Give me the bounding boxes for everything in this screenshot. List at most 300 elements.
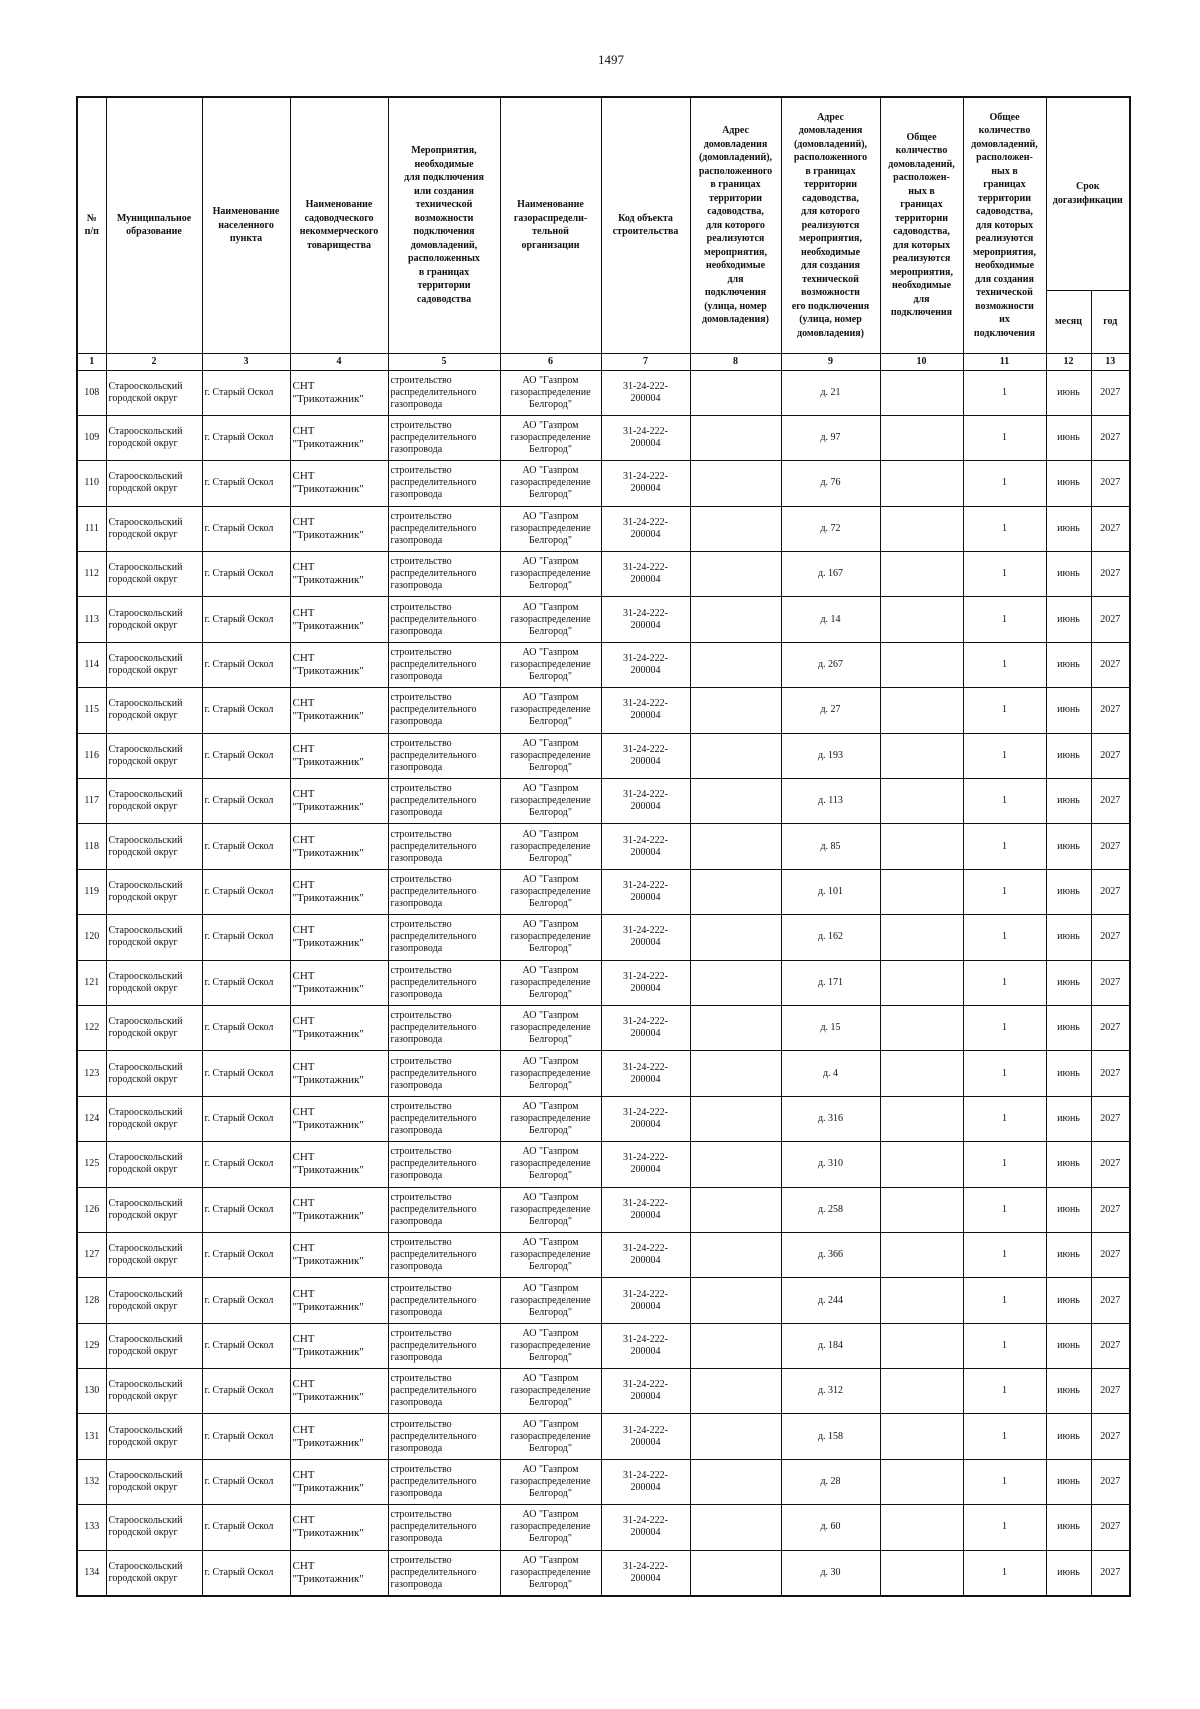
table-row	[77, 1005, 1130, 1050]
cell-row-number: 115	[77, 688, 106, 733]
cell-gas-organization: АО "Газпром газораспределение Белгород"	[500, 733, 601, 778]
column-number: 10	[880, 353, 963, 370]
cell-capacity-address: д. 97	[781, 415, 880, 460]
cell-connection-count	[880, 824, 963, 869]
cell-gas-organization: АО "Газпром газораспределение Белгород"	[500, 869, 601, 914]
cell-capacity-count: 1	[963, 1278, 1046, 1323]
table-row	[77, 1459, 1130, 1504]
cell-connection-count	[880, 415, 963, 460]
table-row	[77, 869, 1130, 914]
cell-connection-address	[690, 461, 781, 506]
cell-row-number: 109	[77, 415, 106, 460]
cell-row-number: 125	[77, 1142, 106, 1187]
cell-year: 2027	[1091, 1414, 1130, 1459]
table-row	[77, 779, 1130, 824]
cell-month: июнь	[1046, 824, 1091, 869]
header-municipality: Муниципальное образование	[106, 97, 202, 353]
cell-object-code: 31-24-222- 200004	[601, 960, 690, 1005]
column-number: 13	[1091, 353, 1130, 370]
header-connection-count: Общее количество домовладений, расположен- ных в границах территории садоводства, для которых реализуются мероприятия, необходимые для подключения	[880, 97, 963, 353]
cell-capacity-count: 1	[963, 733, 1046, 778]
cell-capacity-count: 1	[963, 1187, 1046, 1232]
cell-object-code: 31-24-222- 200004	[601, 1550, 690, 1595]
cell-month: июнь	[1046, 779, 1091, 824]
table-row	[77, 642, 1130, 687]
cell-year: 2027	[1091, 597, 1130, 642]
cell-capacity-address: д. 101	[781, 869, 880, 914]
cell-connection-count	[880, 1550, 963, 1595]
cell-connection-address	[690, 506, 781, 551]
column-number: 3	[202, 353, 290, 370]
cell-activity: строительство распределительного газопровода	[388, 1096, 500, 1141]
cell-year: 2027	[1091, 1051, 1130, 1096]
cell-year: 2027	[1091, 415, 1130, 460]
cell-partnership: СНТ "Трикотажник"	[290, 1142, 388, 1187]
cell-month: июнь	[1046, 1278, 1091, 1323]
cell-activity: строительство распределительного газопровода	[388, 1414, 500, 1459]
cell-capacity-count: 1	[963, 461, 1046, 506]
cell-municipality: Старооскольский городской округ	[106, 1505, 202, 1550]
header-partnership: Наименование садоводческого некоммерческого товарищества	[290, 97, 388, 353]
cell-capacity-count: 1	[963, 1505, 1046, 1550]
cell-row-number: 132	[77, 1459, 106, 1504]
header-connection-address: Адрес домовладения (домовладений), расположенного в границах территории садоводства, для которого реализуются мероприятия, необходимые для подключения (улица, номер домовладения)	[690, 97, 781, 353]
cell-row-number: 121	[77, 960, 106, 1005]
header-year: год	[1091, 290, 1130, 353]
cell-activity: строительство распределительного газопровода	[388, 370, 500, 415]
cell-year: 2027	[1091, 1505, 1130, 1550]
cell-municipality: Старооскольский городской округ	[106, 1459, 202, 1504]
cell-object-code: 31-24-222- 200004	[601, 597, 690, 642]
cell-municipality: Старооскольский городской округ	[106, 1550, 202, 1595]
cell-activity: строительство распределительного газопровода	[388, 1323, 500, 1368]
cell-object-code: 31-24-222- 200004	[601, 1005, 690, 1050]
cell-capacity-count: 1	[963, 688, 1046, 733]
table-row	[77, 1369, 1130, 1414]
cell-partnership: СНТ "Трикотажник"	[290, 642, 388, 687]
cell-connection-address	[690, 915, 781, 960]
cell-municipality: Старооскольский городской округ	[106, 415, 202, 460]
cell-municipality: Старооскольский городской округ	[106, 779, 202, 824]
table-row	[77, 370, 1130, 415]
cell-row-number: 134	[77, 1550, 106, 1595]
cell-partnership: СНТ "Трикотажник"	[290, 1005, 388, 1050]
header-number: № п/п	[77, 97, 106, 353]
column-number: 1	[77, 353, 106, 370]
cell-capacity-count: 1	[963, 1232, 1046, 1277]
cell-municipality: Старооскольский городской округ	[106, 370, 202, 415]
column-number: 5	[388, 353, 500, 370]
cell-capacity-count: 1	[963, 1142, 1046, 1187]
table-row	[77, 688, 1130, 733]
cell-month: июнь	[1046, 1232, 1091, 1277]
cell-year: 2027	[1091, 1550, 1130, 1595]
cell-connection-address	[690, 415, 781, 460]
cell-row-number: 112	[77, 552, 106, 597]
cell-row-number: 123	[77, 1051, 106, 1096]
cell-activity: строительство распределительного газопровода	[388, 1505, 500, 1550]
cell-year: 2027	[1091, 1096, 1130, 1141]
cell-activity: строительство распределительного газопровода	[388, 1142, 500, 1187]
cell-connection-count	[880, 1142, 963, 1187]
cell-connection-count	[880, 1459, 963, 1504]
cell-connection-count	[880, 1278, 963, 1323]
cell-object-code: 31-24-222- 200004	[601, 1459, 690, 1504]
cell-object-code: 31-24-222- 200004	[601, 415, 690, 460]
cell-month: июнь	[1046, 1414, 1091, 1459]
table-row	[77, 461, 1130, 506]
cell-year: 2027	[1091, 1232, 1130, 1277]
cell-connection-count	[880, 960, 963, 1005]
cell-partnership: СНТ "Трикотажник"	[290, 688, 388, 733]
cell-partnership: СНТ "Трикотажник"	[290, 824, 388, 869]
cell-year: 2027	[1091, 552, 1130, 597]
cell-municipality: Старооскольский городской округ	[106, 824, 202, 869]
cell-row-number: 130	[77, 1369, 106, 1414]
cell-connection-count	[880, 1323, 963, 1368]
cell-settlement: г. Старый Оскол	[202, 552, 290, 597]
cell-capacity-count: 1	[963, 506, 1046, 551]
table-header	[77, 97, 1130, 370]
cell-connection-address	[690, 1278, 781, 1323]
cell-activity: строительство распределительного газопровода	[388, 506, 500, 551]
cell-gas-organization: АО "Газпром газораспределение Белгород"	[500, 552, 601, 597]
cell-connection-address	[690, 1369, 781, 1414]
table-row	[77, 733, 1130, 778]
cell-connection-address	[690, 1323, 781, 1368]
cell-gas-organization: АО "Газпром газораспределение Белгород"	[500, 1142, 601, 1187]
cell-partnership: СНТ "Трикотажник"	[290, 415, 388, 460]
cell-connection-address	[690, 1005, 781, 1050]
cell-year: 2027	[1091, 1005, 1130, 1050]
cell-capacity-count: 1	[963, 552, 1046, 597]
cell-month: июнь	[1046, 1096, 1091, 1141]
cell-municipality: Старооскольский городской округ	[106, 642, 202, 687]
header-gas-organization: Наименование газораспредели- тельной организации	[500, 97, 601, 353]
cell-municipality: Старооскольский городской округ	[106, 1323, 202, 1368]
cell-gas-organization: АО "Газпром газораспределение Белгород"	[500, 779, 601, 824]
cell-partnership: СНТ "Трикотажник"	[290, 1187, 388, 1232]
table-row	[77, 960, 1130, 1005]
cell-object-code: 31-24-222- 200004	[601, 1323, 690, 1368]
cell-gas-organization: АО "Газпром газораспределение Белгород"	[500, 1459, 601, 1504]
cell-month: июнь	[1046, 960, 1091, 1005]
cell-gas-organization: АО "Газпром газораспределение Белгород"	[500, 370, 601, 415]
cell-connection-count	[880, 370, 963, 415]
cell-month: июнь	[1046, 1142, 1091, 1187]
cell-capacity-count: 1	[963, 779, 1046, 824]
cell-settlement: г. Старый Оскол	[202, 869, 290, 914]
cell-municipality: Старооскольский городской округ	[106, 960, 202, 1005]
cell-row-number: 117	[77, 779, 106, 824]
cell-gas-organization: АО "Газпром газораспределение Белгород"	[500, 1278, 601, 1323]
cell-connection-count	[880, 1005, 963, 1050]
cell-connection-count	[880, 1505, 963, 1550]
cell-connection-address	[690, 1505, 781, 1550]
cell-connection-address	[690, 1096, 781, 1141]
cell-connection-count	[880, 779, 963, 824]
cell-gas-organization: АО "Газпром газораспределение Белгород"	[500, 461, 601, 506]
cell-settlement: г. Старый Оскол	[202, 597, 290, 642]
cell-row-number: 129	[77, 1323, 106, 1368]
cell-year: 2027	[1091, 824, 1130, 869]
cell-settlement: г. Старый Оскол	[202, 1550, 290, 1595]
cell-activity: строительство распределительного газопровода	[388, 1550, 500, 1595]
cell-row-number: 116	[77, 733, 106, 778]
cell-capacity-count: 1	[963, 960, 1046, 1005]
cell-connection-count	[880, 688, 963, 733]
cell-capacity-address: д. 15	[781, 1005, 880, 1050]
cell-partnership: СНТ "Трикотажник"	[290, 461, 388, 506]
cell-municipality: Старооскольский городской округ	[106, 733, 202, 778]
cell-capacity-address: д. 312	[781, 1369, 880, 1414]
cell-capacity-address: д. 60	[781, 1505, 880, 1550]
cell-month: июнь	[1046, 1323, 1091, 1368]
cell-capacity-address: д. 28	[781, 1459, 880, 1504]
cell-row-number: 133	[77, 1505, 106, 1550]
cell-gas-organization: АО "Газпром газораспределение Белгород"	[500, 597, 601, 642]
cell-gas-organization: АО "Газпром газораспределение Белгород"	[500, 506, 601, 551]
cell-gas-organization: АО "Газпром газораспределение Белгород"	[500, 1369, 601, 1414]
cell-connection-address	[690, 552, 781, 597]
cell-municipality: Старооскольский городской округ	[106, 506, 202, 551]
cell-settlement: г. Старый Оскол	[202, 779, 290, 824]
cell-capacity-count: 1	[963, 1096, 1046, 1141]
page-number: 1497	[598, 52, 624, 67]
column-number: 6	[500, 353, 601, 370]
cell-month: июнь	[1046, 642, 1091, 687]
cell-capacity-address: д. 193	[781, 733, 880, 778]
cell-activity: строительство распределительного газопровода	[388, 415, 500, 460]
gasification-table	[76, 96, 1131, 1597]
column-number: 7	[601, 353, 690, 370]
cell-connection-address	[690, 1051, 781, 1096]
cell-connection-address	[690, 597, 781, 642]
cell-partnership: СНТ "Трикотажник"	[290, 1051, 388, 1096]
cell-connection-address	[690, 1414, 781, 1459]
cell-year: 2027	[1091, 688, 1130, 733]
cell-capacity-count: 1	[963, 1414, 1046, 1459]
cell-capacity-address: д. 76	[781, 461, 880, 506]
cell-connection-count	[880, 1369, 963, 1414]
cell-capacity-address: д. 310	[781, 1142, 880, 1187]
cell-capacity-address: д. 113	[781, 779, 880, 824]
cell-gas-organization: АО "Газпром газораспределение Белгород"	[500, 415, 601, 460]
cell-year: 2027	[1091, 642, 1130, 687]
cell-row-number: 127	[77, 1232, 106, 1277]
cell-settlement: г. Старый Оскол	[202, 960, 290, 1005]
cell-settlement: г. Старый Оскол	[202, 824, 290, 869]
cell-municipality: Старооскольский городской округ	[106, 1187, 202, 1232]
column-number: 4	[290, 353, 388, 370]
table-row	[77, 415, 1130, 460]
cell-capacity-address: д. 4	[781, 1051, 880, 1096]
table-row	[77, 1278, 1130, 1323]
cell-settlement: г. Старый Оскол	[202, 733, 290, 778]
cell-municipality: Старооскольский городской округ	[106, 1369, 202, 1414]
cell-connection-count	[880, 1187, 963, 1232]
cell-month: июнь	[1046, 370, 1091, 415]
cell-connection-address	[690, 642, 781, 687]
cell-year: 2027	[1091, 779, 1130, 824]
cell-capacity-count: 1	[963, 642, 1046, 687]
cell-settlement: г. Старый Оскол	[202, 1142, 290, 1187]
cell-settlement: г. Старый Оскол	[202, 642, 290, 687]
cell-municipality: Старооскольский городской округ	[106, 461, 202, 506]
cell-object-code: 31-24-222- 200004	[601, 779, 690, 824]
cell-connection-address	[690, 1550, 781, 1595]
header-month: месяц	[1046, 290, 1091, 353]
cell-capacity-address: д. 14	[781, 597, 880, 642]
cell-settlement: г. Старый Оскол	[202, 1459, 290, 1504]
header-object-code: Код объекта строительства	[601, 97, 690, 353]
cell-settlement: г. Старый Оскол	[202, 1187, 290, 1232]
cell-partnership: СНТ "Трикотажник"	[290, 1414, 388, 1459]
cell-year: 2027	[1091, 461, 1130, 506]
cell-row-number: 108	[77, 370, 106, 415]
cell-settlement: г. Старый Оскол	[202, 461, 290, 506]
cell-activity: строительство распределительного газопровода	[388, 960, 500, 1005]
cell-connection-count	[880, 552, 963, 597]
cell-gas-organization: АО "Газпром газораспределение Белгород"	[500, 824, 601, 869]
cell-month: июнь	[1046, 597, 1091, 642]
cell-connection-count	[880, 597, 963, 642]
cell-connection-address	[690, 824, 781, 869]
cell-gas-organization: АО "Газпром газораспределение Белгород"	[500, 1414, 601, 1459]
cell-activity: строительство распределительного газопровода	[388, 1187, 500, 1232]
table-row	[77, 1323, 1130, 1368]
header-activities: Мероприятия, необходимые для подключения или создания технической возможности подключения домовладений, расположенных в границах территории садоводства	[388, 97, 500, 353]
cell-capacity-address: д. 162	[781, 915, 880, 960]
cell-partnership: СНТ "Трикотажник"	[290, 370, 388, 415]
cell-municipality: Старооскольский городской округ	[106, 869, 202, 914]
table-row	[77, 1142, 1130, 1187]
cell-municipality: Старооскольский городской округ	[106, 552, 202, 597]
cell-capacity-address: д. 158	[781, 1414, 880, 1459]
cell-municipality: Старооскольский городской округ	[106, 688, 202, 733]
cell-object-code: 31-24-222- 200004	[601, 688, 690, 733]
cell-municipality: Старооскольский городской округ	[106, 1414, 202, 1459]
cell-year: 2027	[1091, 1323, 1130, 1368]
cell-object-code: 31-24-222- 200004	[601, 1278, 690, 1323]
cell-municipality: Старооскольский городской округ	[106, 1232, 202, 1277]
cell-activity: строительство распределительного газопровода	[388, 824, 500, 869]
cell-capacity-count: 1	[963, 1550, 1046, 1595]
cell-month: июнь	[1046, 1187, 1091, 1232]
cell-capacity-address: д. 366	[781, 1232, 880, 1277]
table-row	[77, 552, 1130, 597]
cell-gas-organization: АО "Газпром газораспределение Белгород"	[500, 688, 601, 733]
table-body	[77, 370, 1130, 1596]
cell-partnership: СНТ "Трикотажник"	[290, 1096, 388, 1141]
cell-gas-organization: АО "Газпром газораспределение Белгород"	[500, 960, 601, 1005]
cell-year: 2027	[1091, 915, 1130, 960]
cell-activity: строительство распределительного газопровода	[388, 597, 500, 642]
cell-gas-organization: АО "Газпром газораспределение Белгород"	[500, 1505, 601, 1550]
cell-year: 2027	[1091, 1278, 1130, 1323]
cell-object-code: 31-24-222- 200004	[601, 733, 690, 778]
cell-partnership: СНТ "Трикотажник"	[290, 915, 388, 960]
cell-settlement: г. Старый Оскол	[202, 1096, 290, 1141]
cell-month: июнь	[1046, 1005, 1091, 1050]
table-row	[77, 1096, 1130, 1141]
cell-connection-address	[690, 779, 781, 824]
cell-settlement: г. Старый Оскол	[202, 506, 290, 551]
cell-settlement: г. Старый Оскол	[202, 688, 290, 733]
cell-year: 2027	[1091, 370, 1130, 415]
cell-year: 2027	[1091, 960, 1130, 1005]
cell-activity: строительство распределительного газопровода	[388, 733, 500, 778]
cell-row-number: 110	[77, 461, 106, 506]
cell-object-code: 31-24-222- 200004	[601, 1142, 690, 1187]
cell-object-code: 31-24-222- 200004	[601, 1505, 690, 1550]
cell-month: июнь	[1046, 915, 1091, 960]
cell-settlement: г. Старый Оскол	[202, 1505, 290, 1550]
cell-month: июнь	[1046, 552, 1091, 597]
cell-object-code: 31-24-222- 200004	[601, 1051, 690, 1096]
table-row	[77, 1051, 1130, 1096]
cell-partnership: СНТ "Трикотажник"	[290, 597, 388, 642]
table-row	[77, 915, 1130, 960]
cell-month: июнь	[1046, 1505, 1091, 1550]
cell-municipality: Старооскольский городской округ	[106, 1051, 202, 1096]
cell-activity: строительство распределительного газопровода	[388, 1005, 500, 1050]
cell-partnership: СНТ "Трикотажник"	[290, 506, 388, 551]
cell-object-code: 31-24-222- 200004	[601, 642, 690, 687]
cell-year: 2027	[1091, 506, 1130, 551]
cell-activity: строительство распределительного газопровода	[388, 1369, 500, 1414]
header-deadline: Срок догазификации	[1046, 97, 1130, 290]
cell-row-number: 120	[77, 915, 106, 960]
cell-month: июнь	[1046, 733, 1091, 778]
cell-gas-organization: АО "Газпром газораспределение Белгород"	[500, 1051, 601, 1096]
cell-partnership: СНТ "Трикотажник"	[290, 779, 388, 824]
header-capacity-count: Общее количество домовладений, расположен- ных в границах территории садоводства, для которых реализуются мероприятия, необходимые для создания технической возможности их подключения	[963, 97, 1046, 353]
cell-capacity-address: д. 30	[781, 1550, 880, 1595]
cell-capacity-address: д. 267	[781, 642, 880, 687]
cell-row-number: 118	[77, 824, 106, 869]
cell-connection-count	[880, 869, 963, 914]
cell-activity: строительство распределительного газопровода	[388, 869, 500, 914]
table-row	[77, 1187, 1130, 1232]
cell-object-code: 31-24-222- 200004	[601, 370, 690, 415]
cell-connection-count	[880, 733, 963, 778]
cell-row-number: 119	[77, 869, 106, 914]
cell-capacity-count: 1	[963, 370, 1046, 415]
cell-activity: строительство распределительного газопровода	[388, 1278, 500, 1323]
table-row	[77, 1232, 1130, 1277]
cell-connection-count	[880, 1232, 963, 1277]
cell-object-code: 31-24-222- 200004	[601, 1187, 690, 1232]
cell-month: июнь	[1046, 1051, 1091, 1096]
cell-capacity-count: 1	[963, 824, 1046, 869]
cell-month: июнь	[1046, 869, 1091, 914]
table-row	[77, 597, 1130, 642]
cell-month: июнь	[1046, 461, 1091, 506]
cell-settlement: г. Старый Оскол	[202, 1051, 290, 1096]
column-number: 9	[781, 353, 880, 370]
cell-month: июнь	[1046, 688, 1091, 733]
cell-object-code: 31-24-222- 200004	[601, 461, 690, 506]
cell-capacity-count: 1	[963, 1323, 1046, 1368]
table-row	[77, 1414, 1130, 1459]
cell-connection-address	[690, 1459, 781, 1504]
cell-connection-address	[690, 688, 781, 733]
cell-capacity-count: 1	[963, 1459, 1046, 1504]
cell-capacity-count: 1	[963, 1369, 1046, 1414]
cell-gas-organization: АО "Газпром газораспределение Белгород"	[500, 1323, 601, 1368]
cell-activity: строительство распределительного газопровода	[388, 688, 500, 733]
